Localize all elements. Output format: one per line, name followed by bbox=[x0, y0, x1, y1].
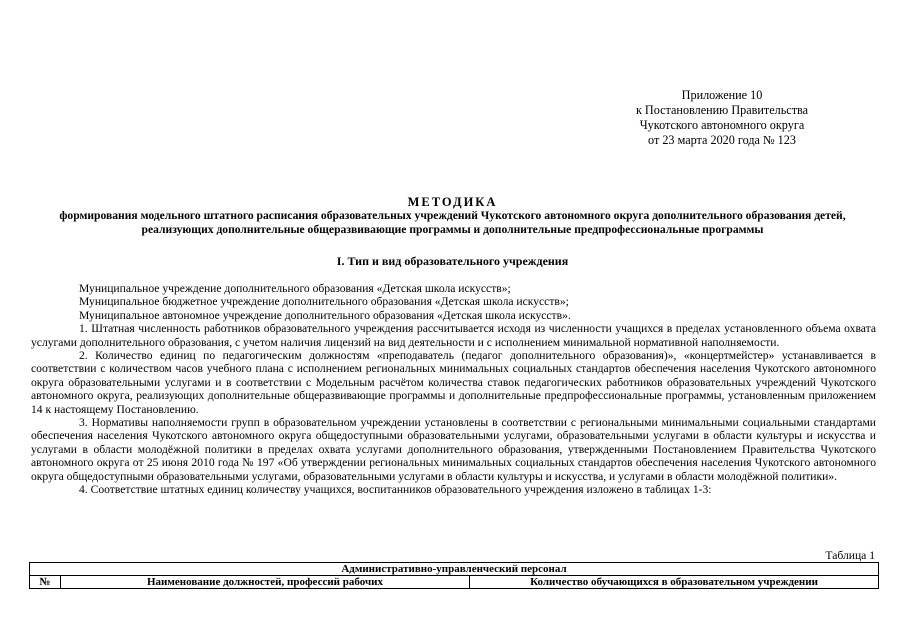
appendix-line-1: Приложение 10 bbox=[681, 88, 763, 102]
paragraph-3: 3. Нормативы наполняемости групп в образовательном учреждении установлены в соответствии с региональными минимальными социальными стандартами обеспечения населения Чукотского автономного округа общедоступными образовательными услугами, образовательными услугами в области культуры и искусства и услугами в области молодёжной политики в пределах охвата услугами дополнительного образования, утвержденными Постановлением Правительства Чукотского автономного округа от 25 июня 2010 года № 197 «Об утверждении региональных минимальных социальных стандартов обеспечения населения Чукотского автономного округа общедоступными образовательными услугами, образовательными услугами в области культуры и искусства, и услугами в области молодёжной политики». bbox=[31, 416, 876, 483]
table-label: Таблица 1 bbox=[825, 549, 875, 562]
document-title: МЕТОДИКА bbox=[407, 195, 498, 209]
table-header-row bbox=[30, 576, 879, 589]
appendix-line-2: к Постановлению Правительства bbox=[635, 103, 809, 117]
document-subtitle: формирования модельного штатного расписания образовательных учреждений Чукотского автономного округа дополнительного образования детей, реализующих дополнительные общеразвивающие программы и дополнительные предпрофессиональные программы bbox=[59, 209, 846, 236]
column-header-position: Наименование должностей, профессий рабочих bbox=[61, 576, 470, 589]
appendix-line-4: от 23 марта 2020 года № 123 bbox=[648, 133, 796, 147]
document-body bbox=[31, 282, 876, 497]
column-header-number: № bbox=[30, 576, 61, 589]
paragraph-1: 1. Штатная численность работников образовательного учреждения рассчитывается исходя из численности учащихся в пределах установленного объема охвата услугами дополнительного образования, с учетом наличия лицензий на вид деятельности и с исполнением минимальной нормативной наполняемости. bbox=[31, 322, 876, 349]
column-header-student-count: Количество обучающихся в образовательном учреждении bbox=[470, 576, 879, 589]
table-group-header: Административно-управленческий персонал bbox=[30, 563, 879, 576]
staff-table bbox=[29, 562, 879, 589]
appendix-block bbox=[617, 88, 827, 148]
institution-item: Муниципальное учреждение дополнительного образования «Детская школа искусств»; bbox=[79, 282, 511, 295]
paragraph-2: 2. Количество единиц по педагогическим должностям «преподаватель (педагог дополнительного образования)», «концертмейстер» устанавливается в соответствии с количеством часов учебного плана с исполнением региональных минимальных социальных стандартов обеспечения населения Чукотского автономного округа образовательными услугами и в соответствии с Модельным расчётом количества ставок педагогических работников образовательных учреждений Чукотского автономного округа, реализующих дополнительные общеразвивающие программы и дополнительные предпрофессиональные программы, установленным приложением 14 к настоящему Постановлению. bbox=[31, 349, 876, 416]
paragraph-4: 4. Соответствие штатных единиц количеству учащихся, воспитанников образовательного учреждения изложено в таблицах 1-3: bbox=[79, 483, 712, 497]
table-group-row bbox=[30, 563, 879, 576]
appendix-line-3: Чукотского автономного округа bbox=[639, 118, 805, 132]
institution-item: Муниципальное бюджетное учреждение дополнительного образования «Детская школа искусств»; bbox=[79, 295, 569, 309]
section-heading: I. Тип и вид образовательного учреждения bbox=[336, 254, 569, 268]
institution-item: Муниципальное автономное учреждение дополнительного образования «Детская школа искусств». bbox=[79, 308, 571, 322]
